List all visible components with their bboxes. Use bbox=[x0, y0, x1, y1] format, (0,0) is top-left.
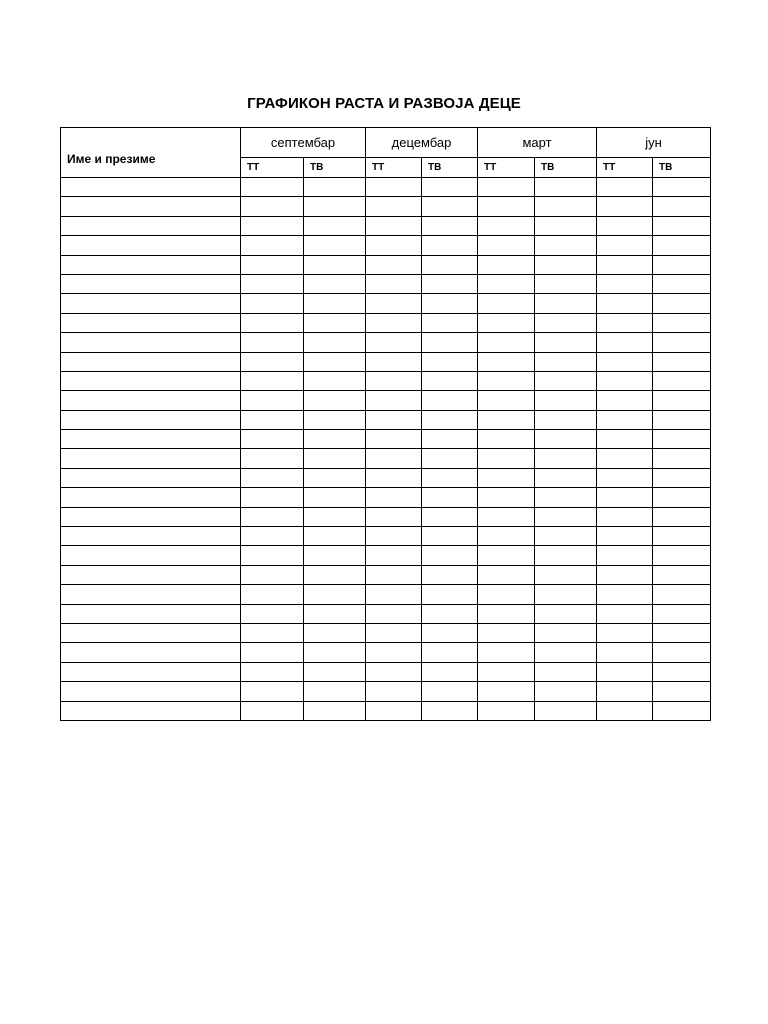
table-row bbox=[61, 371, 711, 390]
cell-june-tt[interactable] bbox=[597, 449, 653, 468]
cell-march-tv[interactable] bbox=[535, 468, 597, 487]
cell-june-tv[interactable] bbox=[653, 274, 711, 293]
cell-september-tt[interactable] bbox=[241, 352, 304, 371]
cell-september-tt[interactable] bbox=[241, 430, 304, 449]
cell-june-tv[interactable] bbox=[653, 565, 711, 584]
cell-september-tt[interactable] bbox=[241, 197, 304, 216]
cell-june-tt[interactable] bbox=[597, 352, 653, 371]
cell-june-tv[interactable] bbox=[653, 391, 711, 410]
cell-june-tv[interactable] bbox=[653, 701, 711, 720]
cell-september-tt[interactable] bbox=[241, 333, 304, 352]
cell-march-tv[interactable] bbox=[535, 391, 597, 410]
cell-june-tv[interactable] bbox=[653, 662, 711, 681]
cell-september-tv[interactable] bbox=[304, 643, 366, 662]
table-row bbox=[61, 178, 711, 197]
cell-december-tt[interactable] bbox=[366, 449, 422, 468]
cell-june-tv[interactable] bbox=[653, 294, 711, 313]
cell-december-tt[interactable] bbox=[366, 352, 422, 371]
cell-march-tt[interactable] bbox=[478, 333, 535, 352]
cell-december-tv[interactable] bbox=[422, 274, 478, 293]
cell-december-tv[interactable] bbox=[422, 216, 478, 235]
cell-march-tv[interactable] bbox=[535, 294, 597, 313]
cell-june-tt[interactable] bbox=[597, 294, 653, 313]
cell-name[interactable] bbox=[61, 333, 241, 352]
cell-march-tt[interactable] bbox=[478, 197, 535, 216]
cell-name[interactable] bbox=[61, 565, 241, 584]
cell-june-tt[interactable] bbox=[597, 371, 653, 390]
cell-name[interactable] bbox=[61, 410, 241, 429]
cell-december-tt[interactable] bbox=[366, 623, 422, 642]
cell-september-tt[interactable] bbox=[241, 585, 304, 604]
cell-march-tt[interactable] bbox=[478, 255, 535, 274]
cell-september-tt[interactable] bbox=[241, 449, 304, 468]
cell-june-tt[interactable] bbox=[597, 527, 653, 546]
cell-june-tt[interactable] bbox=[597, 468, 653, 487]
table-row bbox=[61, 468, 711, 487]
sub-header-december-tv: ТВ bbox=[422, 158, 478, 178]
cell-name[interactable] bbox=[61, 585, 241, 604]
cell-june-tt[interactable] bbox=[597, 178, 653, 197]
cell-december-tv[interactable] bbox=[422, 255, 478, 274]
cell-september-tt[interactable] bbox=[241, 178, 304, 197]
cell-december-tv[interactable] bbox=[422, 643, 478, 662]
cell-june-tv[interactable] bbox=[653, 604, 711, 623]
cell-name[interactable] bbox=[61, 527, 241, 546]
cell-september-tv[interactable] bbox=[304, 662, 366, 681]
cell-december-tt[interactable] bbox=[366, 410, 422, 429]
month-header-march: март bbox=[478, 128, 597, 158]
cell-june-tv[interactable] bbox=[653, 371, 711, 390]
table-row bbox=[61, 546, 711, 565]
table-row bbox=[61, 585, 711, 604]
cell-december-tt[interactable] bbox=[366, 371, 422, 390]
cell-name[interactable] bbox=[61, 236, 241, 255]
cell-september-tv[interactable] bbox=[304, 255, 366, 274]
cell-december-tt[interactable] bbox=[366, 468, 422, 487]
table-row bbox=[61, 391, 711, 410]
cell-december-tv[interactable] bbox=[422, 546, 478, 565]
cell-june-tt[interactable] bbox=[597, 236, 653, 255]
cell-september-tt[interactable] bbox=[241, 410, 304, 429]
sub-header-march-tv: ТВ bbox=[535, 158, 597, 178]
cell-march-tt[interactable] bbox=[478, 527, 535, 546]
table-row bbox=[61, 623, 711, 642]
cell-march-tv[interactable] bbox=[535, 371, 597, 390]
cell-name[interactable] bbox=[61, 662, 241, 681]
cell-december-tt[interactable] bbox=[366, 274, 422, 293]
cell-december-tv[interactable] bbox=[422, 701, 478, 720]
cell-september-tv[interactable] bbox=[304, 236, 366, 255]
cell-june-tv[interactable] bbox=[653, 527, 711, 546]
cell-september-tv[interactable] bbox=[304, 527, 366, 546]
cell-march-tv[interactable] bbox=[535, 410, 597, 429]
cell-march-tv[interactable] bbox=[535, 488, 597, 507]
cell-december-tv[interactable] bbox=[422, 236, 478, 255]
month-header-september: септембар bbox=[241, 128, 366, 158]
cell-june-tt[interactable] bbox=[597, 585, 653, 604]
cell-september-tv[interactable] bbox=[304, 371, 366, 390]
cell-name[interactable] bbox=[61, 643, 241, 662]
cell-december-tt[interactable] bbox=[366, 662, 422, 681]
sub-header-september-tv: ТВ bbox=[304, 158, 366, 178]
table-row bbox=[61, 333, 711, 352]
cell-december-tv[interactable] bbox=[422, 313, 478, 332]
cell-march-tt[interactable] bbox=[478, 430, 535, 449]
cell-march-tt[interactable] bbox=[478, 701, 535, 720]
cell-september-tt[interactable] bbox=[241, 662, 304, 681]
table-row bbox=[61, 604, 711, 623]
cell-june-tt[interactable] bbox=[597, 197, 653, 216]
cell-name[interactable] bbox=[61, 371, 241, 390]
cell-march-tv[interactable] bbox=[535, 662, 597, 681]
cell-december-tv[interactable] bbox=[422, 333, 478, 352]
cell-december-tv[interactable] bbox=[422, 468, 478, 487]
cell-march-tt[interactable] bbox=[478, 294, 535, 313]
cell-september-tv[interactable] bbox=[304, 216, 366, 235]
growth-table bbox=[60, 127, 711, 721]
cell-march-tt[interactable] bbox=[478, 662, 535, 681]
cell-june-tv[interactable] bbox=[653, 333, 711, 352]
cell-june-tt[interactable] bbox=[597, 604, 653, 623]
page-title: ГРАФИКОН РАСТА И РАЗВОЈА ДЕЦЕ bbox=[247, 95, 521, 112]
cell-september-tt[interactable] bbox=[241, 565, 304, 584]
cell-june-tv[interactable] bbox=[653, 236, 711, 255]
table-row bbox=[61, 430, 711, 449]
cell-march-tt[interactable] bbox=[478, 468, 535, 487]
cell-june-tv[interactable] bbox=[653, 255, 711, 274]
cell-june-tv[interactable] bbox=[653, 546, 711, 565]
cell-september-tv[interactable] bbox=[304, 391, 366, 410]
cell-june-tv[interactable] bbox=[653, 197, 711, 216]
cell-march-tv[interactable] bbox=[535, 527, 597, 546]
cell-september-tt[interactable] bbox=[241, 546, 304, 565]
cell-september-tv[interactable] bbox=[304, 352, 366, 371]
table-row bbox=[61, 274, 711, 293]
cell-name[interactable] bbox=[61, 430, 241, 449]
cell-march-tt[interactable] bbox=[478, 585, 535, 604]
cell-september-tv[interactable] bbox=[304, 274, 366, 293]
cell-december-tv[interactable] bbox=[422, 178, 478, 197]
cell-september-tv[interactable] bbox=[304, 488, 366, 507]
cell-march-tv[interactable] bbox=[535, 507, 597, 526]
cell-march-tt[interactable] bbox=[478, 682, 535, 701]
cell-december-tv[interactable] bbox=[422, 488, 478, 507]
cell-september-tt[interactable] bbox=[241, 255, 304, 274]
cell-march-tv[interactable] bbox=[535, 255, 597, 274]
table-row bbox=[61, 410, 711, 429]
table-row bbox=[61, 352, 711, 371]
cell-march-tt[interactable] bbox=[478, 449, 535, 468]
cell-march-tt[interactable] bbox=[478, 410, 535, 429]
table-row bbox=[61, 197, 711, 216]
cell-june-tt[interactable] bbox=[597, 623, 653, 642]
cell-december-tt[interactable] bbox=[366, 333, 422, 352]
cell-december-tt[interactable] bbox=[366, 527, 422, 546]
cell-march-tv[interactable] bbox=[535, 585, 597, 604]
cell-september-tt[interactable] bbox=[241, 294, 304, 313]
cell-march-tv[interactable] bbox=[535, 274, 597, 293]
cell-march-tt[interactable] bbox=[478, 352, 535, 371]
cell-june-tt[interactable] bbox=[597, 662, 653, 681]
cell-name[interactable] bbox=[61, 546, 241, 565]
cell-september-tt[interactable] bbox=[241, 236, 304, 255]
cell-name[interactable] bbox=[61, 488, 241, 507]
cell-september-tv[interactable] bbox=[304, 565, 366, 584]
cell-june-tt[interactable] bbox=[597, 274, 653, 293]
table-row bbox=[61, 294, 711, 313]
cell-december-tv[interactable] bbox=[422, 682, 478, 701]
cell-december-tv[interactable] bbox=[422, 623, 478, 642]
cell-june-tv[interactable] bbox=[653, 313, 711, 332]
cell-june-tt[interactable] bbox=[597, 216, 653, 235]
cell-september-tt[interactable] bbox=[241, 623, 304, 642]
cell-name[interactable] bbox=[61, 274, 241, 293]
table-row bbox=[61, 488, 711, 507]
cell-september-tt[interactable] bbox=[241, 682, 304, 701]
cell-march-tv[interactable] bbox=[535, 333, 597, 352]
cell-september-tt[interactable] bbox=[241, 643, 304, 662]
cell-december-tv[interactable] bbox=[422, 565, 478, 584]
cell-june-tv[interactable] bbox=[653, 507, 711, 526]
cell-name[interactable] bbox=[61, 701, 241, 720]
cell-name[interactable] bbox=[61, 468, 241, 487]
cell-september-tv[interactable] bbox=[304, 546, 366, 565]
cell-september-tv[interactable] bbox=[304, 410, 366, 429]
cell-march-tv[interactable] bbox=[535, 313, 597, 332]
cell-december-tt[interactable] bbox=[366, 216, 422, 235]
cell-june-tv[interactable] bbox=[653, 488, 711, 507]
cell-june-tv[interactable] bbox=[653, 430, 711, 449]
cell-march-tt[interactable] bbox=[478, 313, 535, 332]
cell-june-tv[interactable] bbox=[653, 410, 711, 429]
cell-september-tt[interactable] bbox=[241, 391, 304, 410]
cell-june-tt[interactable] bbox=[597, 643, 653, 662]
cell-name[interactable] bbox=[61, 604, 241, 623]
cell-december-tv[interactable] bbox=[422, 430, 478, 449]
cell-name[interactable] bbox=[61, 507, 241, 526]
cell-september-tv[interactable] bbox=[304, 604, 366, 623]
table-row bbox=[61, 682, 711, 701]
cell-september-tt[interactable] bbox=[241, 371, 304, 390]
cell-march-tt[interactable] bbox=[478, 216, 535, 235]
cell-december-tt[interactable] bbox=[366, 701, 422, 720]
cell-december-tt[interactable] bbox=[366, 585, 422, 604]
cell-december-tt[interactable] bbox=[366, 604, 422, 623]
cell-december-tv[interactable] bbox=[422, 197, 478, 216]
cell-june-tv[interactable] bbox=[653, 216, 711, 235]
cell-december-tv[interactable] bbox=[422, 294, 478, 313]
sub-header-june-tv: ТВ bbox=[653, 158, 711, 178]
cell-december-tv[interactable] bbox=[422, 449, 478, 468]
cell-december-tt[interactable] bbox=[366, 197, 422, 216]
cell-september-tv[interactable] bbox=[304, 313, 366, 332]
cell-september-tv[interactable] bbox=[304, 585, 366, 604]
cell-name[interactable] bbox=[61, 682, 241, 701]
cell-september-tt[interactable] bbox=[241, 488, 304, 507]
sub-header-june-tt: ТТ bbox=[597, 158, 653, 178]
cell-september-tv[interactable] bbox=[304, 682, 366, 701]
cell-september-tv[interactable] bbox=[304, 178, 366, 197]
cell-name[interactable] bbox=[61, 623, 241, 642]
cell-june-tv[interactable] bbox=[653, 585, 711, 604]
cell-march-tt[interactable] bbox=[478, 371, 535, 390]
cell-name[interactable] bbox=[61, 178, 241, 197]
cell-december-tt[interactable] bbox=[366, 391, 422, 410]
cell-september-tt[interactable] bbox=[241, 604, 304, 623]
cell-december-tv[interactable] bbox=[422, 585, 478, 604]
cell-june-tv[interactable] bbox=[653, 623, 711, 642]
cell-september-tt[interactable] bbox=[241, 216, 304, 235]
cell-december-tt[interactable] bbox=[366, 507, 422, 526]
cell-march-tv[interactable] bbox=[535, 430, 597, 449]
cell-december-tt[interactable] bbox=[366, 294, 422, 313]
cell-name[interactable] bbox=[61, 391, 241, 410]
cell-december-tv[interactable] bbox=[422, 352, 478, 371]
cell-june-tt[interactable] bbox=[597, 546, 653, 565]
cell-march-tv[interactable] bbox=[535, 178, 597, 197]
cell-june-tt[interactable] bbox=[597, 255, 653, 274]
sub-header-march-tt: ТТ bbox=[478, 158, 535, 178]
cell-december-tt[interactable] bbox=[366, 682, 422, 701]
cell-june-tt[interactable] bbox=[597, 507, 653, 526]
cell-september-tv[interactable] bbox=[304, 468, 366, 487]
cell-june-tv[interactable] bbox=[653, 352, 711, 371]
cell-name[interactable] bbox=[61, 197, 241, 216]
cell-september-tt[interactable] bbox=[241, 527, 304, 546]
cell-name[interactable] bbox=[61, 352, 241, 371]
cell-june-tv[interactable] bbox=[653, 468, 711, 487]
cell-march-tt[interactable] bbox=[478, 643, 535, 662]
cell-june-tt[interactable] bbox=[597, 430, 653, 449]
cell-march-tt[interactable] bbox=[478, 546, 535, 565]
cell-december-tt[interactable] bbox=[366, 178, 422, 197]
sub-header-december-tt: ТТ bbox=[366, 158, 422, 178]
cell-december-tv[interactable] bbox=[422, 507, 478, 526]
cell-june-tt[interactable] bbox=[597, 410, 653, 429]
table-row bbox=[61, 255, 711, 274]
cell-december-tt[interactable] bbox=[366, 430, 422, 449]
cell-march-tv[interactable] bbox=[535, 352, 597, 371]
cell-march-tv[interactable] bbox=[535, 236, 597, 255]
cell-june-tt[interactable] bbox=[597, 701, 653, 720]
cell-september-tv[interactable] bbox=[304, 430, 366, 449]
table-row bbox=[61, 527, 711, 546]
cell-december-tv[interactable] bbox=[422, 410, 478, 429]
cell-march-tv[interactable] bbox=[535, 623, 597, 642]
cell-september-tt[interactable] bbox=[241, 313, 304, 332]
cell-name[interactable] bbox=[61, 294, 241, 313]
cell-march-tt[interactable] bbox=[478, 274, 535, 293]
cell-june-tv[interactable] bbox=[653, 449, 711, 468]
table-row bbox=[61, 449, 711, 468]
cell-march-tt[interactable] bbox=[478, 236, 535, 255]
cell-march-tv[interactable] bbox=[535, 216, 597, 235]
cell-september-tv[interactable] bbox=[304, 333, 366, 352]
table-row bbox=[61, 643, 711, 662]
cell-march-tt[interactable] bbox=[478, 507, 535, 526]
cell-september-tv[interactable] bbox=[304, 507, 366, 526]
cell-march-tt[interactable] bbox=[478, 488, 535, 507]
cell-march-tv[interactable] bbox=[535, 449, 597, 468]
cell-december-tt[interactable] bbox=[366, 565, 422, 584]
cell-march-tt[interactable] bbox=[478, 565, 535, 584]
cell-march-tt[interactable] bbox=[478, 604, 535, 623]
table-body bbox=[61, 178, 711, 721]
cell-december-tv[interactable] bbox=[422, 527, 478, 546]
cell-june-tt[interactable] bbox=[597, 682, 653, 701]
cell-march-tv[interactable] bbox=[535, 604, 597, 623]
name-column-header: Име и презиме bbox=[61, 128, 241, 178]
cell-december-tt[interactable] bbox=[366, 236, 422, 255]
cell-september-tt[interactable] bbox=[241, 507, 304, 526]
cell-name[interactable] bbox=[61, 216, 241, 235]
cell-june-tt[interactable] bbox=[597, 391, 653, 410]
cell-march-tv[interactable] bbox=[535, 701, 597, 720]
cell-september-tv[interactable] bbox=[304, 294, 366, 313]
sub-header-september-tt: ТТ bbox=[241, 158, 304, 178]
cell-june-tt[interactable] bbox=[597, 488, 653, 507]
cell-december-tt[interactable] bbox=[366, 488, 422, 507]
cell-march-tt[interactable] bbox=[478, 391, 535, 410]
cell-name[interactable] bbox=[61, 313, 241, 332]
cell-march-tt[interactable] bbox=[478, 178, 535, 197]
table-row bbox=[61, 507, 711, 526]
cell-september-tt[interactable] bbox=[241, 274, 304, 293]
cell-june-tt[interactable] bbox=[597, 313, 653, 332]
cell-march-tv[interactable] bbox=[535, 546, 597, 565]
month-header-june: јун bbox=[597, 128, 711, 158]
cell-december-tt[interactable] bbox=[366, 313, 422, 332]
cell-march-tv[interactable] bbox=[535, 643, 597, 662]
cell-september-tv[interactable] bbox=[304, 197, 366, 216]
table-row bbox=[61, 701, 711, 720]
table-row bbox=[61, 565, 711, 584]
cell-september-tv[interactable] bbox=[304, 449, 366, 468]
table-row bbox=[61, 313, 711, 332]
cell-june-tt[interactable] bbox=[597, 565, 653, 584]
cell-december-tt[interactable] bbox=[366, 255, 422, 274]
table-row bbox=[61, 236, 711, 255]
cell-june-tt[interactable] bbox=[597, 333, 653, 352]
cell-march-tv[interactable] bbox=[535, 682, 597, 701]
cell-december-tv[interactable] bbox=[422, 662, 478, 681]
cell-september-tt[interactable] bbox=[241, 468, 304, 487]
cell-june-tv[interactable] bbox=[653, 643, 711, 662]
cell-june-tv[interactable] bbox=[653, 682, 711, 701]
month-header-december: децембар bbox=[366, 128, 478, 158]
table-row bbox=[61, 216, 711, 235]
cell-june-tv[interactable] bbox=[653, 178, 711, 197]
cell-september-tt[interactable] bbox=[241, 701, 304, 720]
cell-december-tv[interactable] bbox=[422, 391, 478, 410]
cell-name[interactable] bbox=[61, 449, 241, 468]
cell-december-tt[interactable] bbox=[366, 546, 422, 565]
cell-september-tv[interactable] bbox=[304, 623, 366, 642]
table-row bbox=[61, 662, 711, 681]
cell-september-tv[interactable] bbox=[304, 701, 366, 720]
cell-december-tv[interactable] bbox=[422, 604, 478, 623]
cell-march-tv[interactable] bbox=[535, 197, 597, 216]
cell-march-tt[interactable] bbox=[478, 623, 535, 642]
cell-december-tt[interactable] bbox=[366, 643, 422, 662]
cell-name[interactable] bbox=[61, 255, 241, 274]
cell-december-tv[interactable] bbox=[422, 371, 478, 390]
cell-march-tv[interactable] bbox=[535, 565, 597, 584]
